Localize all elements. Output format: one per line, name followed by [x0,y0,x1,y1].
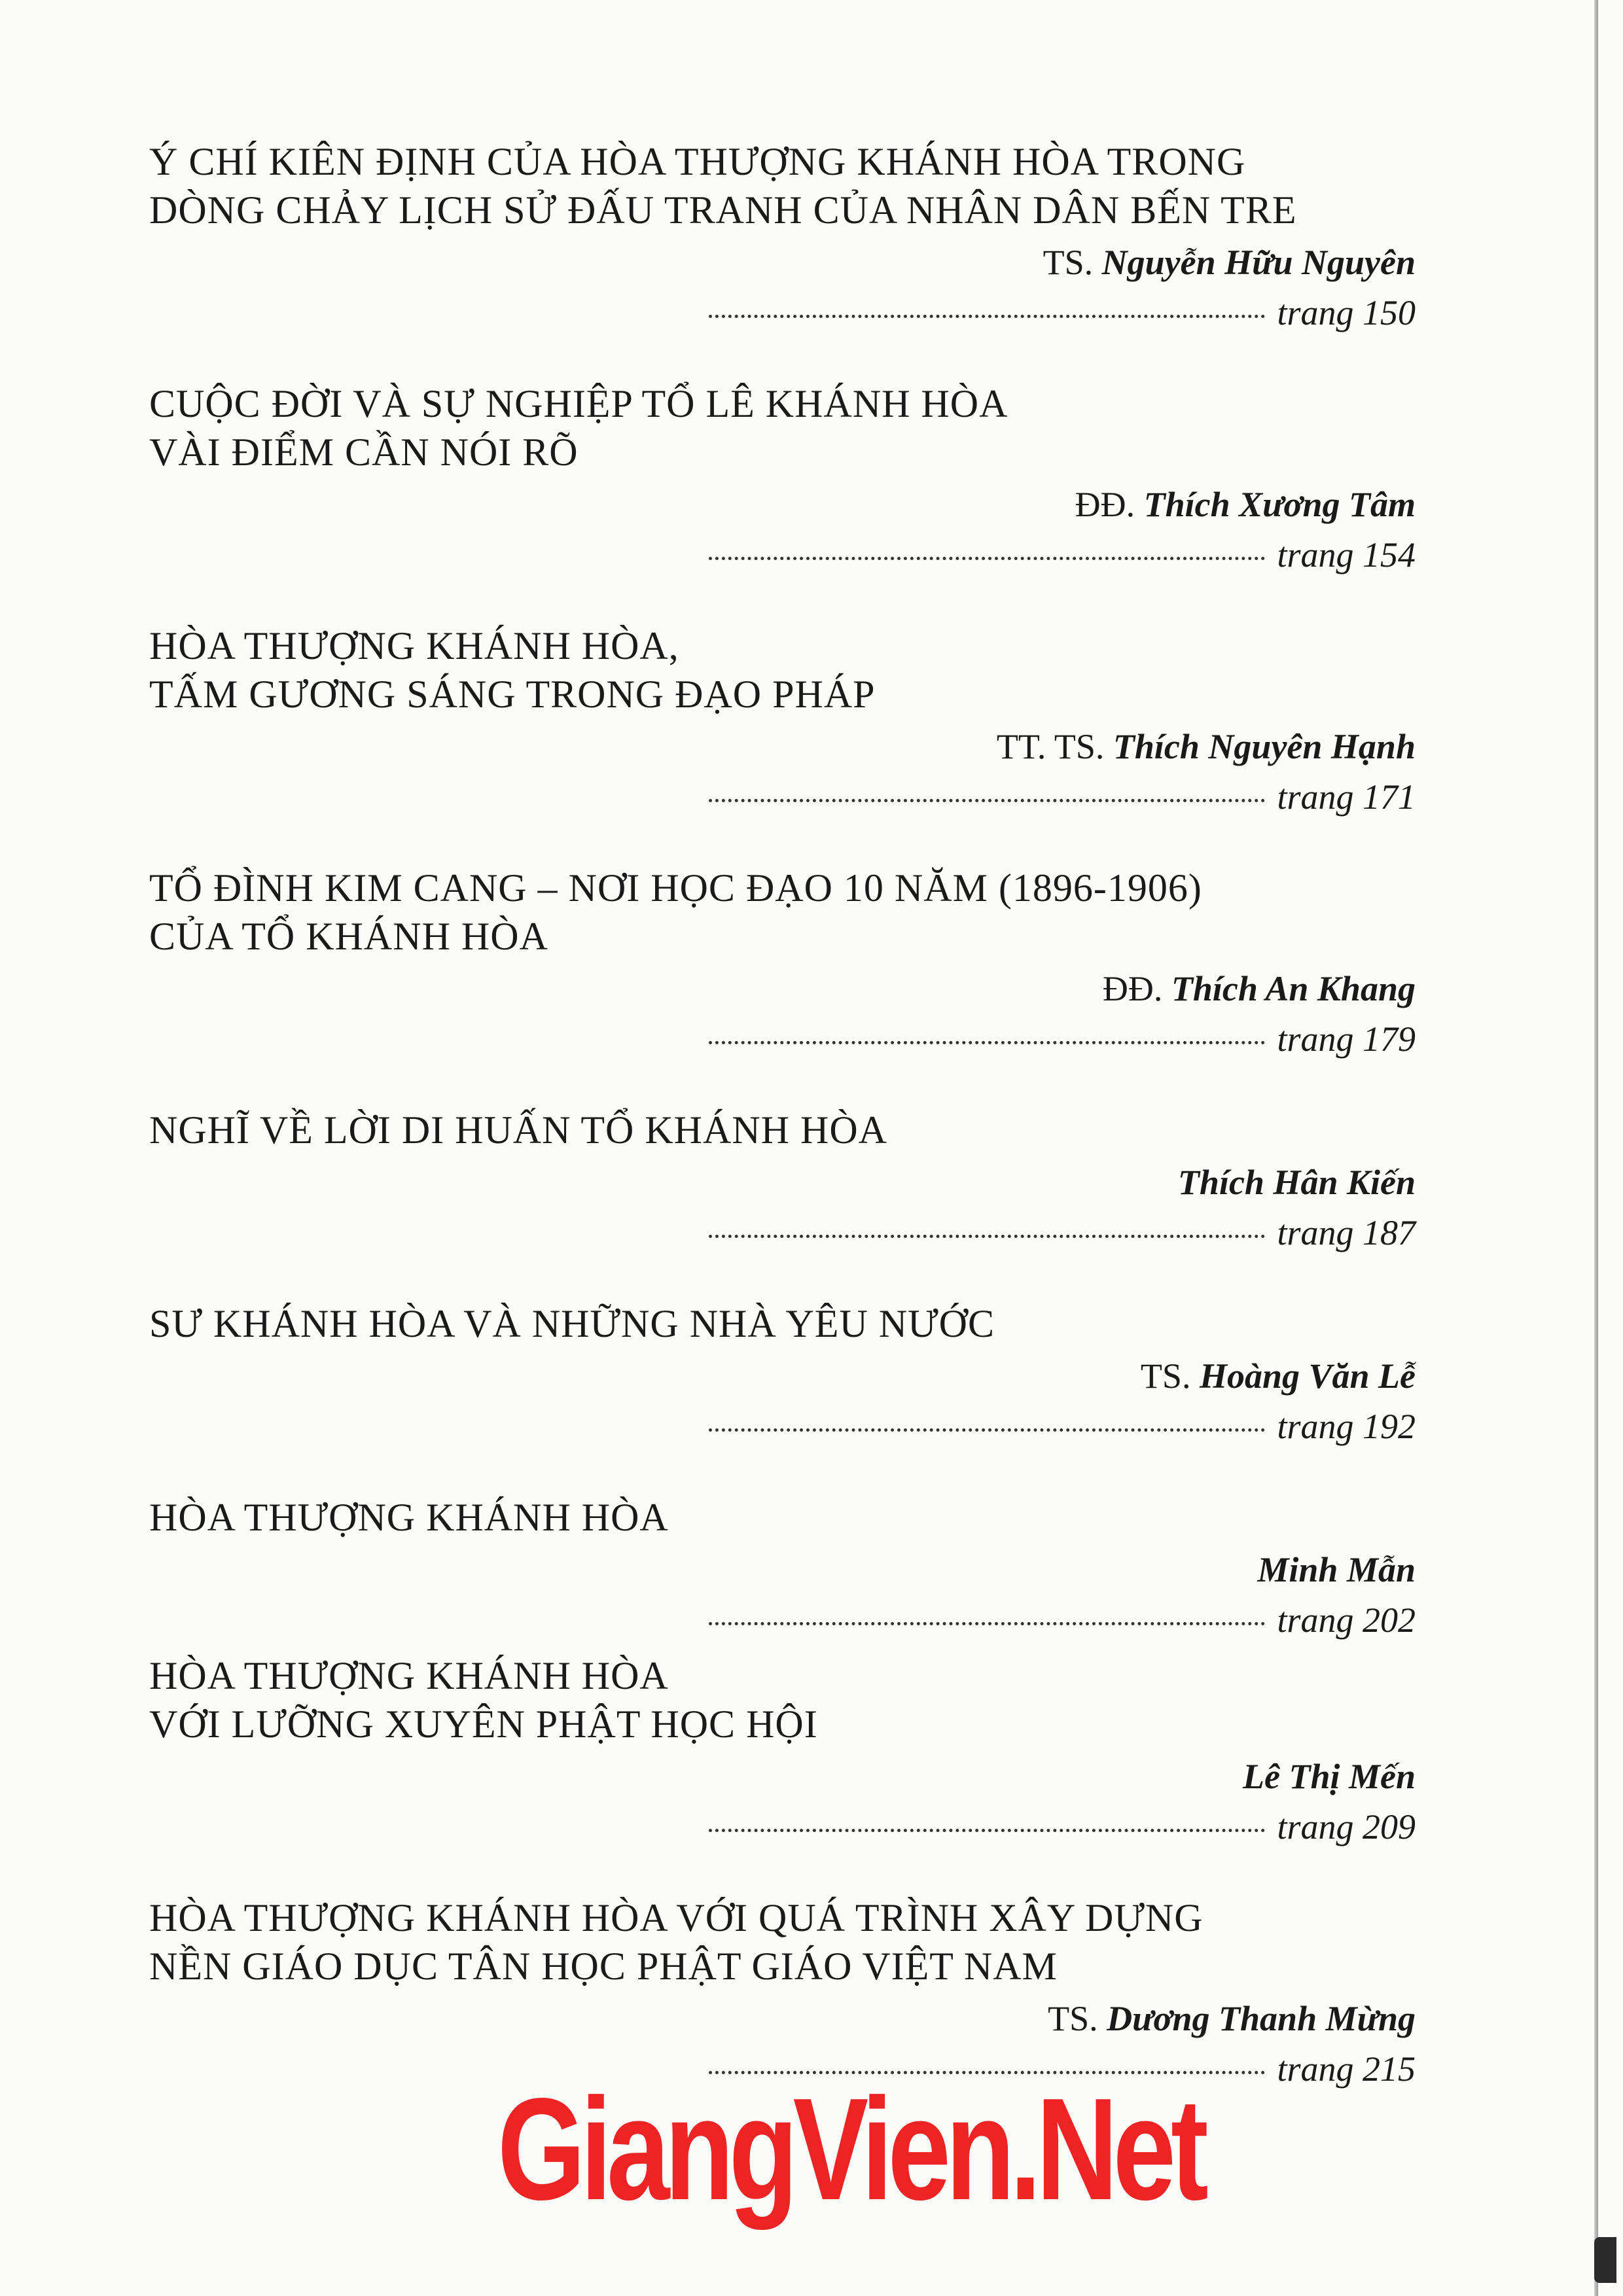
entry-author [149,237,1416,288]
entry-author [149,1157,1416,1208]
toc-entry-4 [149,864,1416,1064]
page-reference [149,530,1416,580]
title-line: CỦA TỔ KHÁNH HÒA [149,915,548,958]
toc-entry-3 [149,622,1416,822]
author-prefix: TS. [1048,1999,1098,2038]
entry-title [149,864,1416,961]
dot-leader [709,1829,1265,1832]
page-number: trang 202 [1277,1600,1416,1640]
toc-entry-8 [149,1651,1416,1852]
title-line: DÒNG CHẢY LỊCH SỬ ĐẤU TRANH CỦA NHÂN DÂN BẾN TRE [149,188,1297,232]
entry-author [149,963,1416,1014]
author-prefix: TT. TS. [996,727,1105,766]
page-number: trang 179 [1277,1019,1416,1059]
entry-title [149,1493,1416,1542]
title-line: Ý CHÍ KIÊN ĐỊNH CỦA HÒA THƯỢNG KHÁNH HÒA TRONG [149,140,1246,183]
page-number: trang 150 [1277,293,1416,332]
toc-entry-2 [149,380,1416,580]
toc-entry-7 [149,1493,1416,1645]
title-line: HÒA THƯỢNG KHÁNH HÒA VỚI QUÁ TRÌNH XÂY DỰNG [149,1896,1204,1939]
author-prefix: TS. [1140,1356,1191,1396]
dot-leader [709,1235,1265,1238]
author-name: Hoàng Văn Lễ [1199,1356,1416,1396]
toc-entry-6 [149,1299,1416,1451]
entry-author [149,721,1416,772]
dot-leader [709,799,1265,802]
author-prefix: TS. [1043,243,1094,282]
page-reference [149,772,1416,822]
dot-leader [709,1622,1265,1625]
watermark-logo: GiangVien.Net [497,2068,1204,2231]
entry-title [149,380,1416,476]
entry-author [149,1751,1416,1802]
title-line: VÀI ĐIỂM CẦN NÓI RÕ [149,431,579,474]
author-name: Thích Xương Tâm [1143,485,1416,524]
title-line: TỔ ĐÌNH KIM CANG – NƠI HỌC ĐẠO 10 NĂM (1896-1906) [149,866,1202,910]
entry-title [149,1106,1416,1154]
entry-author [149,1351,1416,1402]
author-prefix: ĐĐ. [1102,969,1163,1008]
entry-author [149,1993,1416,2044]
corner-mark [1594,2237,1616,2283]
dot-leader [709,1428,1265,1432]
title-line: HÒA THƯỢNG KHÁNH HÒA [149,1496,669,1539]
title-line: TẤM GƯƠNG SÁNG TRONG ĐẠO PHÁP [149,673,876,716]
page-edge [1594,0,1598,2296]
title-line: VỚI LƯỠNG XUYÊN PHẬT HỌC HỘI [149,1703,818,1746]
page-number: trang 192 [1277,1407,1416,1446]
author-prefix: ĐĐ. [1075,485,1135,524]
page-reference [149,1802,1416,1852]
page-number: trang 209 [1277,1807,1416,1846]
title-line: HÒA THƯỢNG KHÁNH HÒA [149,1654,669,1697]
author-name: Nguyễn Hữu Nguyên [1101,243,1416,282]
title-line: NGHĨ VỀ LỜI DI HUẤN TỔ KHÁNH HÒA [149,1108,887,1152]
toc-entry-9 [149,1894,1416,2094]
author-name: Thích Nguyên Hạnh [1113,727,1416,766]
toc-entry-5 [149,1106,1416,1258]
page-reference [149,1208,1416,1258]
page-reference [149,1402,1416,1451]
entry-title [149,622,1416,718]
entry-title [149,1651,1416,1748]
toc-entry-1 [149,137,1416,338]
dot-leader [709,1041,1265,1044]
page-number: trang 154 [1277,535,1416,574]
title-line: HÒA THƯỢNG KHÁNH HÒA, [149,624,679,667]
dot-leader [709,557,1265,560]
author-name: Thích Hân Kiến [1177,1163,1416,1202]
entry-title [149,137,1416,234]
page-number: trang 215 [1277,2049,1416,2089]
page-number: trang 171 [1277,777,1416,817]
page-reference [149,1595,1416,1645]
author-name: Dương Thanh Mừng [1107,1999,1416,2038]
author-name: Lê Thị Mến [1243,1757,1416,1796]
page-number: trang 187 [1277,1213,1416,1252]
title-line: SƯ KHÁNH HÒA VÀ NHỮNG NHÀ YÊU NƯỚC [149,1302,995,1345]
entry-author [149,1544,1416,1595]
author-name: Minh Mẫn [1257,1550,1416,1589]
table-of-contents [149,137,1416,2094]
title-line: CUỘC ĐỜI VÀ SỰ NGHIỆP TỔ LÊ KHÁNH HÒA [149,382,1008,425]
entry-title [149,1299,1416,1348]
author-name: Thích An Khang [1171,969,1416,1008]
entry-author [149,479,1416,530]
page-reference [149,1014,1416,1064]
page-reference [149,288,1416,338]
dot-leader [709,315,1265,318]
entry-title [149,1894,1416,1990]
title-line: NỀN GIÁO DỤC TÂN HỌC PHẬT GIÁO VIỆT NAM [149,1945,1058,1988]
